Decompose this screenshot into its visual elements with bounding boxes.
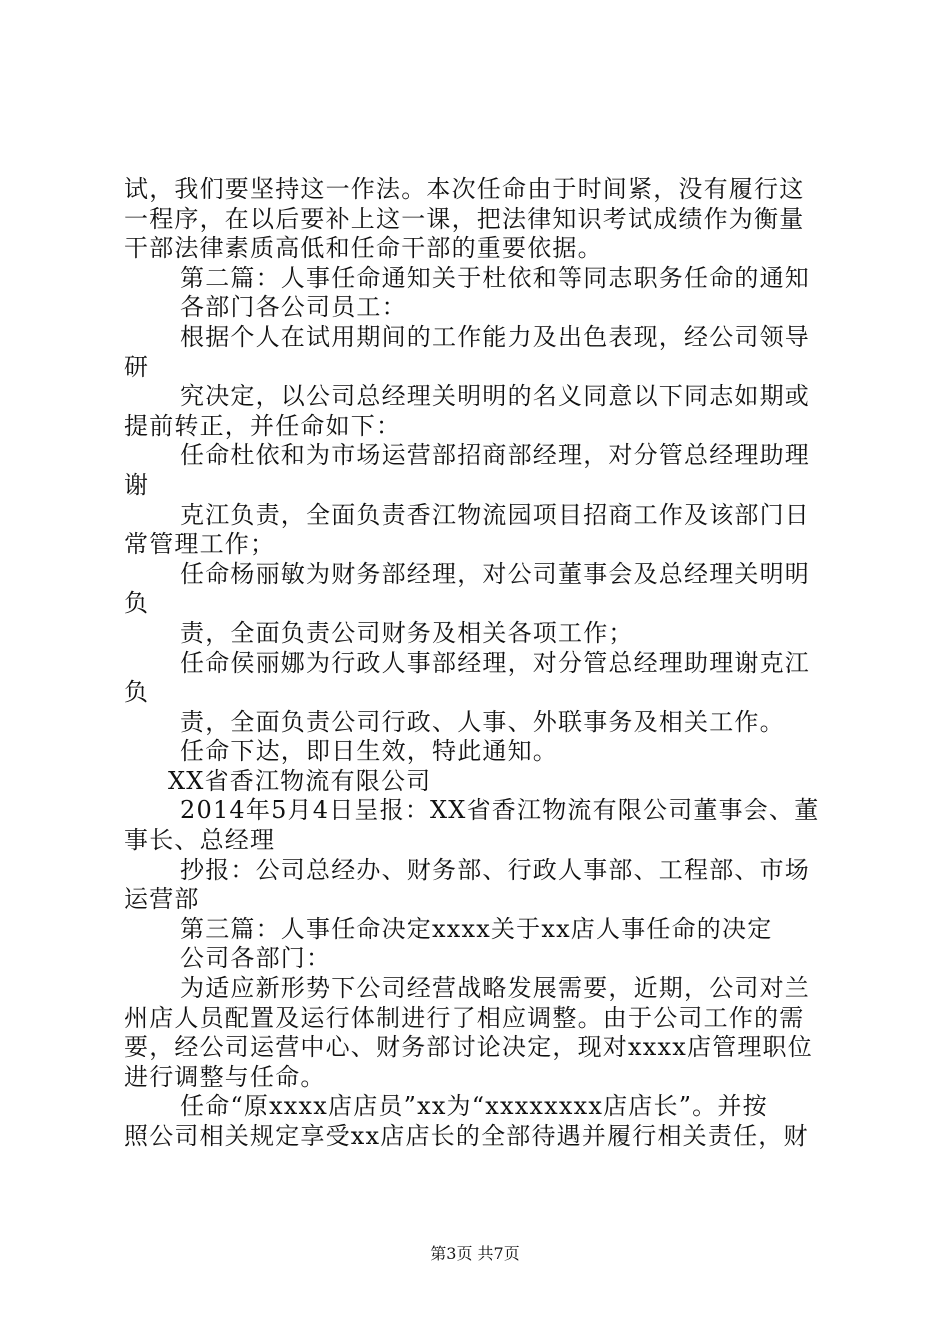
text-line: 任命下达，即日生效，特此通知。: [180, 737, 558, 766]
text-line: 要，经公司运营中心、财务部讨论决定，现对xxxx店管理职位: [124, 1033, 813, 1062]
text-line: 提前转正，并任命如下：: [124, 411, 402, 440]
text-line: 为适应新形势下公司经营战略发展需要，近期，公司对兰: [180, 974, 810, 1003]
text-line: 负: [124, 678, 150, 707]
text-line: 进行调整与任命。: [124, 1062, 326, 1091]
section-heading-2: 第二篇：人事任命通知关于杜依和等同志职务任命的通知: [180, 263, 810, 292]
text-line: 运营部: [124, 885, 200, 914]
text-line: 任命“原xxxx店店员”xx为“xxxxxxxx店店长”。并按: [180, 1092, 768, 1121]
document-body: [124, 175, 834, 1152]
text-line: 一程序，在以后要补上这一课，把法律知识考试成绩作为衡量: [124, 204, 805, 233]
text-line: 事长、总经理: [124, 826, 276, 855]
text-line: 干部法律素质高低和任命干部的重要依据。: [124, 234, 603, 263]
text-line: 究决定，以公司总经理关明明的名义同意以下同志如期或: [180, 382, 810, 411]
salutation: 各部门各公司员工：: [180, 293, 407, 322]
text-line: 谢: [124, 470, 150, 499]
text-line: 任命杨丽敏为财务部经理，对公司董事会及总经理关明明: [180, 559, 810, 588]
text-line: 克江负责，全面负责香江物流园项目招商工作及该部门日: [180, 500, 810, 529]
text-line: 试，我们要坚持这一作法。本次任命由于时间紧，没有履行这: [124, 175, 805, 203]
text-line: 抄报：公司总经办、财务部、行政人事部、工程部、市场: [180, 855, 810, 884]
text-line: 责，全面负责公司财务及相关各项工作；: [180, 618, 634, 647]
text-line: 常管理工作；: [124, 530, 276, 559]
section-heading-3: 第三篇：人事任命决定xxxx关于xx店人事任命的决定: [180, 914, 773, 943]
text-line: 根据个人在试用期间的工作能力及出色表现，经公司领导: [180, 322, 810, 351]
text-line: 州店人员配置及运行体制进行了相应调整。由于公司工作的需: [124, 1003, 805, 1032]
salutation: 公司各部门：: [180, 944, 332, 973]
text-line: 照公司相关规定享受xx店店长的全部待遇并履行相关责任，财: [124, 1122, 809, 1150]
page-number-footer: 第3页 共7页: [430, 1244, 520, 1263]
text-line: 研: [124, 352, 150, 381]
text-line: 责，全面负责公司行政、人事、外联事务及相关工作。: [180, 707, 785, 736]
text-line: 2014年5月4日呈报：XX省香江物流有限公司董事会、董: [180, 796, 820, 825]
text-line: 任命侯丽娜为行政人事部经理，对分管总经理助理谢克江: [180, 648, 810, 677]
company-signature: XX省香江物流有限公司: [168, 766, 432, 795]
text-line: 负: [124, 589, 150, 618]
text-line: 任命杜依和为市场运营部招商部经理，对分管总经理助理: [180, 441, 810, 470]
